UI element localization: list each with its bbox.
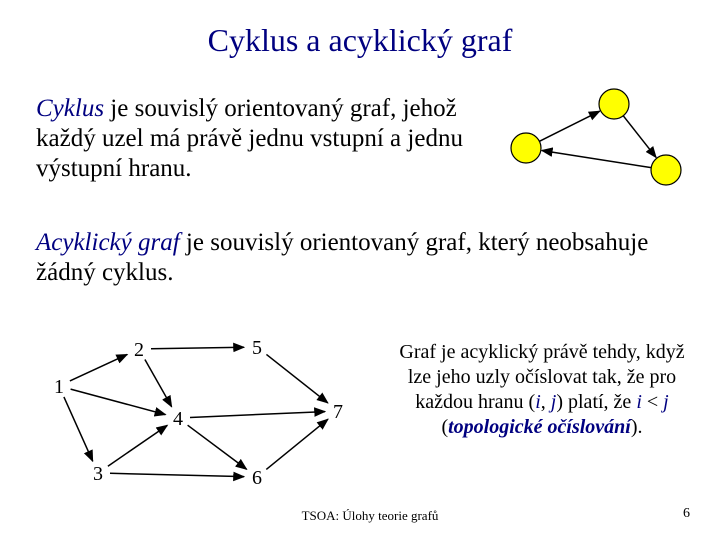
cycle-term: Cyklus	[36, 95, 105, 122]
cycle-graph	[511, 89, 681, 185]
page-number: 6	[683, 506, 690, 521]
note-text-1: Graf je acyklický právě tehdy, když lze jeho uzly očíslovat tak, že pro každou hranu (	[399, 341, 685, 413]
acyclic-edge	[151, 347, 244, 349]
note-text-3: ) platí, že	[556, 391, 637, 413]
cycle-edge	[539, 111, 599, 141]
acyclic-edge	[266, 419, 328, 469]
note-j: j	[550, 391, 557, 413]
acyclic-edge	[64, 397, 93, 461]
cycle-node	[599, 89, 629, 119]
acyclic-definition-text: je souvislý orientovaný graf, který neobsahuje žádný cyklus.	[36, 229, 649, 286]
note-text-6: ).	[630, 416, 643, 438]
topological-term: topologické očíslování	[448, 416, 631, 438]
acyclic-edge	[145, 359, 172, 406]
acyclic-graph	[54, 337, 343, 489]
node-5-label: 5	[252, 337, 262, 359]
footer-text: TSOA: Úlohy teorie grafů	[301, 508, 439, 523]
topological-note	[394, 340, 690, 440]
cycle-node	[511, 133, 541, 163]
node-4-label: 4	[173, 408, 183, 430]
node-3-label: 3	[93, 463, 103, 485]
acyclic-edge	[190, 412, 325, 418]
cycle-definition-text: je souvislý orientovaný graf, jehož každý uzel má právě jednu vstupní a jednu výstupní hranu.	[36, 95, 463, 182]
acyclic-edge	[70, 354, 127, 381]
note-i-2: i	[636, 391, 642, 413]
node-6-label: 6	[252, 467, 262, 489]
cycle-edge	[623, 116, 656, 158]
cycle-node	[651, 155, 681, 185]
note-text-4: <	[641, 391, 664, 413]
note-i: i	[535, 391, 541, 413]
note-text-5: (	[441, 416, 449, 438]
node-2-label: 2	[134, 339, 144, 361]
acyclic-edge	[108, 425, 167, 466]
acyclic-term: Acyklický graf	[36, 229, 180, 256]
cycle-edge	[542, 150, 651, 167]
node-1-label: 1	[54, 376, 64, 398]
acyclic-edge	[110, 473, 244, 476]
acyclic-edge	[71, 389, 166, 415]
note-text-2: ,	[540, 391, 551, 413]
acyclic-edge	[266, 354, 327, 403]
note-j-2: j	[663, 391, 669, 413]
slide-title: Cyklus a acyklický graf	[207, 22, 513, 58]
acyclic-edge	[188, 425, 247, 469]
node-7-label: 7	[333, 401, 343, 423]
